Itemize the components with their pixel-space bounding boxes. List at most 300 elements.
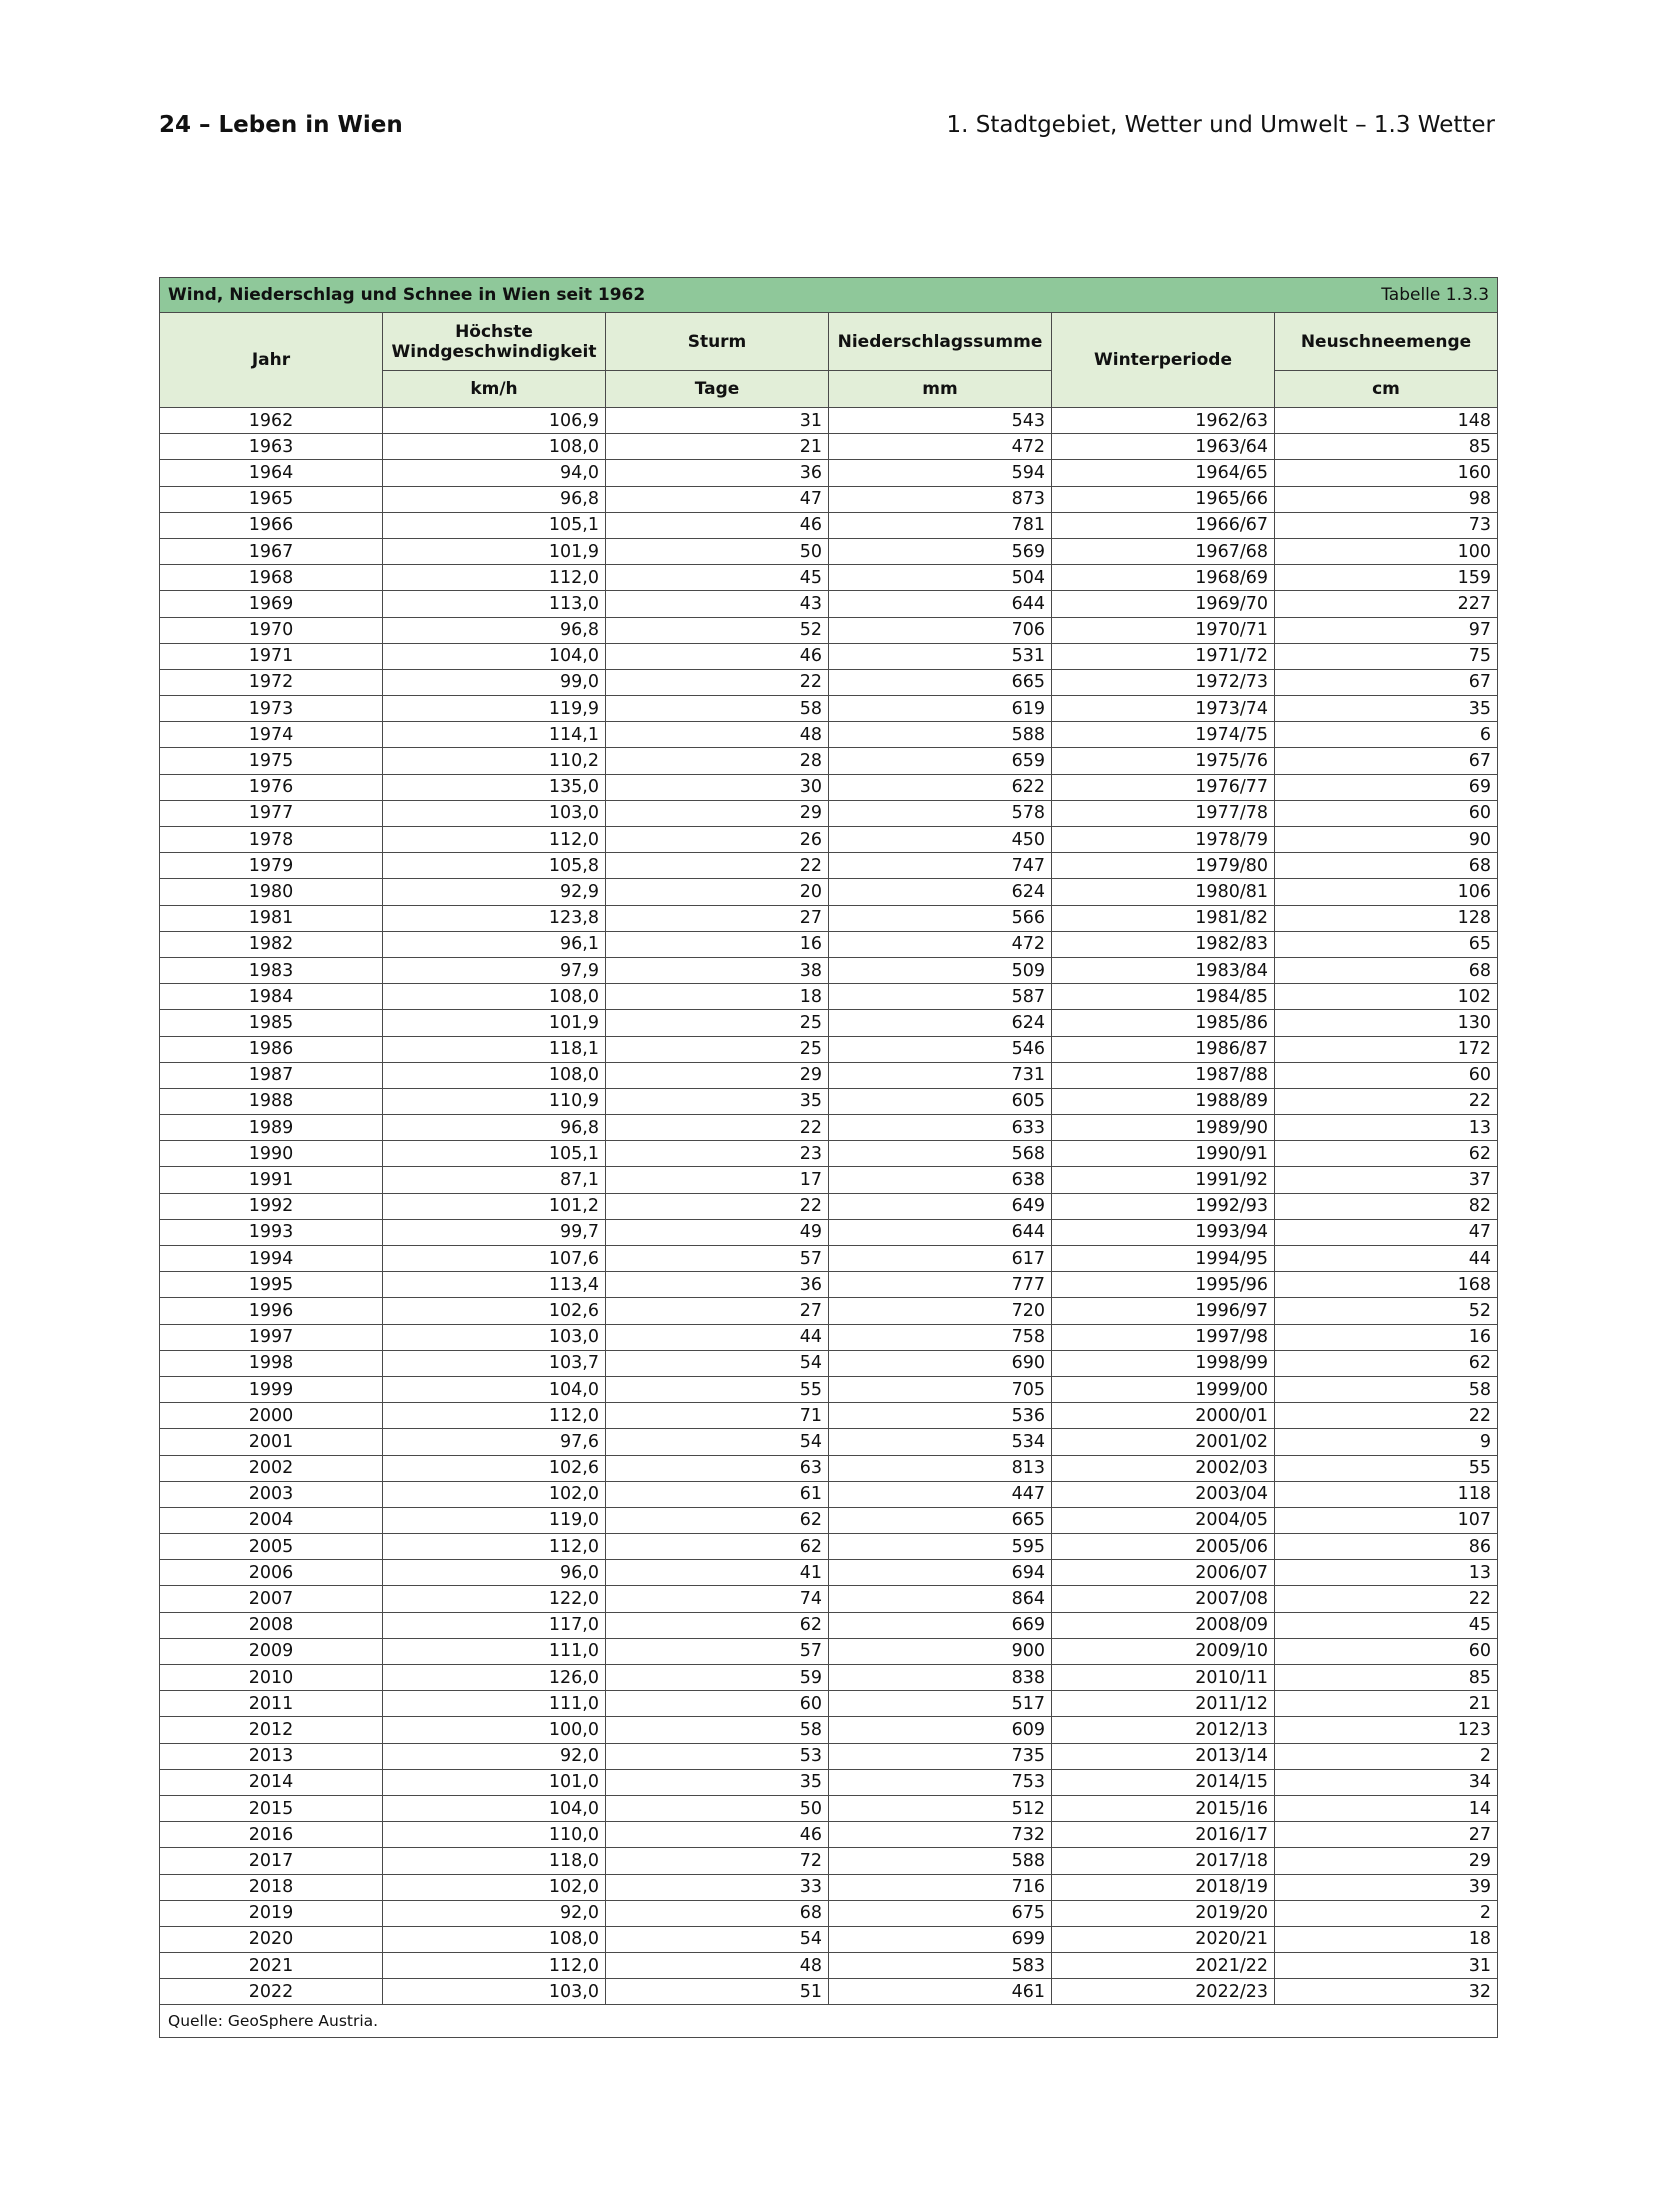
cell-neuschnee: 90	[1275, 827, 1498, 853]
cell-niederschlag: 720	[829, 1298, 1052, 1324]
cell-winterperiode: 1997/98	[1052, 1324, 1275, 1350]
cell-wind: 96,8	[383, 617, 606, 643]
cell-neuschnee: 55	[1275, 1455, 1498, 1481]
table-row	[160, 1612, 1498, 1638]
cell-niederschlag: 512	[829, 1795, 1052, 1821]
cell-niederschlag: 588	[829, 1848, 1052, 1874]
table-row	[160, 1900, 1498, 1926]
cell-neuschnee: 45	[1275, 1612, 1498, 1638]
table-row	[160, 1926, 1498, 1952]
cell-niederschlag: 777	[829, 1272, 1052, 1298]
table-row	[160, 1272, 1498, 1298]
table-row	[160, 617, 1498, 643]
cell-neuschnee: 60	[1275, 1638, 1498, 1664]
table-row	[160, 1429, 1498, 1455]
cell-niederschlag: 583	[829, 1953, 1052, 1979]
cell-niederschlag: 534	[829, 1429, 1052, 1455]
cell-neuschnee: 82	[1275, 1193, 1498, 1219]
cell-sturm: 25	[606, 1010, 829, 1036]
cell-sturm: 48	[606, 722, 829, 748]
cell-neuschnee: 22	[1275, 1403, 1498, 1429]
cell-winterperiode: 2013/14	[1052, 1743, 1275, 1769]
cell-sturm: 26	[606, 827, 829, 853]
cell-jahr: 2005	[160, 1534, 383, 1560]
cell-sturm: 46	[606, 512, 829, 538]
cell-jahr: 1974	[160, 722, 383, 748]
cell-wind: 97,9	[383, 957, 606, 983]
cell-wind: 96,8	[383, 1115, 606, 1141]
cell-winterperiode: 2002/03	[1052, 1455, 1275, 1481]
cell-neuschnee: 31	[1275, 1953, 1498, 1979]
cell-sturm: 74	[606, 1586, 829, 1612]
cell-niederschlag: 758	[829, 1324, 1052, 1350]
cell-neuschnee: 35	[1275, 696, 1498, 722]
cell-niederschlag: 578	[829, 800, 1052, 826]
cell-jahr: 2002	[160, 1455, 383, 1481]
table-row	[160, 1219, 1498, 1245]
cell-winterperiode: 1981/82	[1052, 905, 1275, 931]
cell-niederschlag: 504	[829, 565, 1052, 591]
cell-jahr: 1980	[160, 879, 383, 905]
cell-jahr: 1977	[160, 800, 383, 826]
cell-winterperiode: 1962/63	[1052, 408, 1275, 434]
cell-neuschnee: 37	[1275, 1167, 1498, 1193]
cell-winterperiode: 2001/02	[1052, 1429, 1275, 1455]
cell-jahr: 2003	[160, 1481, 383, 1507]
table-row	[160, 774, 1498, 800]
cell-wind: 97,6	[383, 1429, 606, 1455]
cell-jahr: 1964	[160, 460, 383, 486]
cell-neuschnee: 18	[1275, 1926, 1498, 1952]
table-row	[160, 1717, 1498, 1743]
cell-jahr: 2014	[160, 1769, 383, 1795]
col-header-niederschlag: Niederschlagssumme	[829, 313, 1052, 371]
cell-winterperiode: 1982/83	[1052, 931, 1275, 957]
cell-winterperiode: 1998/99	[1052, 1350, 1275, 1376]
cell-jahr: 1981	[160, 905, 383, 931]
cell-winterperiode: 1984/85	[1052, 984, 1275, 1010]
cell-wind: 107,6	[383, 1246, 606, 1272]
cell-wind: 99,7	[383, 1219, 606, 1245]
cell-winterperiode: 2020/21	[1052, 1926, 1275, 1952]
table-row	[160, 1822, 1498, 1848]
cell-sturm: 44	[606, 1324, 829, 1350]
cell-wind: 102,0	[383, 1481, 606, 1507]
cell-jahr: 1985	[160, 1010, 383, 1036]
cell-jahr: 1988	[160, 1088, 383, 1114]
cell-winterperiode: 1977/78	[1052, 800, 1275, 826]
unit-wind: km/h	[383, 371, 606, 408]
cell-niederschlag: 568	[829, 1141, 1052, 1167]
table-row	[160, 931, 1498, 957]
cell-wind: 118,0	[383, 1848, 606, 1874]
cell-winterperiode: 2005/06	[1052, 1534, 1275, 1560]
cell-winterperiode: 1972/73	[1052, 669, 1275, 695]
cell-niederschlag: 624	[829, 879, 1052, 905]
cell-sturm: 18	[606, 984, 829, 1010]
table-row	[160, 1743, 1498, 1769]
cell-wind: 119,0	[383, 1507, 606, 1533]
cell-niederschlag: 536	[829, 1403, 1052, 1429]
cell-neuschnee: 97	[1275, 617, 1498, 643]
cell-winterperiode: 1971/72	[1052, 643, 1275, 669]
cell-jahr: 2006	[160, 1560, 383, 1586]
cell-jahr: 1996	[160, 1298, 383, 1324]
cell-jahr: 1978	[160, 827, 383, 853]
cell-neuschnee: 14	[1275, 1795, 1498, 1821]
cell-neuschnee: 118	[1275, 1481, 1498, 1507]
cell-jahr: 2017	[160, 1848, 383, 1874]
cell-neuschnee: 75	[1275, 643, 1498, 669]
cell-niederschlag: 509	[829, 957, 1052, 983]
cell-jahr: 2004	[160, 1507, 383, 1533]
cell-sturm: 16	[606, 931, 829, 957]
cell-neuschnee: 130	[1275, 1010, 1498, 1036]
table-row	[160, 643, 1498, 669]
cell-winterperiode: 1979/80	[1052, 853, 1275, 879]
table-row	[160, 1769, 1498, 1795]
section-title: 1. Stadtgebiet, Wetter und Umwelt – 1.3 Wetter	[946, 112, 1495, 138]
cell-neuschnee: 67	[1275, 748, 1498, 774]
cell-jahr: 1993	[160, 1219, 383, 1245]
cell-winterperiode: 1973/74	[1052, 696, 1275, 722]
cell-jahr: 1965	[160, 486, 383, 512]
cell-neuschnee: 73	[1275, 512, 1498, 538]
table-row	[160, 1324, 1498, 1350]
cell-winterperiode: 1965/66	[1052, 486, 1275, 512]
cell-wind: 102,6	[383, 1298, 606, 1324]
cell-wind: 110,0	[383, 1822, 606, 1848]
cell-sturm: 30	[606, 774, 829, 800]
cell-winterperiode: 2018/19	[1052, 1874, 1275, 1900]
cell-wind: 101,9	[383, 1010, 606, 1036]
cell-winterperiode: 2007/08	[1052, 1586, 1275, 1612]
cell-wind: 123,8	[383, 905, 606, 931]
cell-niederschlag: 619	[829, 696, 1052, 722]
cell-niederschlag: 731	[829, 1062, 1052, 1088]
cell-niederschlag: 461	[829, 1979, 1052, 2005]
table-row	[160, 1010, 1498, 1036]
cell-neuschnee: 52	[1275, 1298, 1498, 1324]
cell-sturm: 33	[606, 1874, 829, 1900]
cell-sturm: 45	[606, 565, 829, 591]
cell-niederschlag: 690	[829, 1350, 1052, 1376]
table-row	[160, 1167, 1498, 1193]
cell-niederschlag: 753	[829, 1769, 1052, 1795]
cell-sturm: 58	[606, 1717, 829, 1743]
cell-neuschnee: 69	[1275, 774, 1498, 800]
cell-wind: 108,0	[383, 984, 606, 1010]
table-row	[160, 1665, 1498, 1691]
cell-jahr: 2020	[160, 1926, 383, 1952]
page-number-title: 24 – Leben in Wien	[159, 112, 403, 138]
unit-sturm: Tage	[606, 371, 829, 408]
cell-neuschnee: 2	[1275, 1743, 1498, 1769]
cell-neuschnee: 62	[1275, 1141, 1498, 1167]
source-note: Quelle: GeoSphere Austria.	[160, 2005, 1498, 2038]
cell-winterperiode: 2004/05	[1052, 1507, 1275, 1533]
table-row	[160, 1088, 1498, 1114]
cell-niederschlag: 622	[829, 774, 1052, 800]
cell-neuschnee: 68	[1275, 957, 1498, 983]
cell-niederschlag: 669	[829, 1612, 1052, 1638]
cell-wind: 111,0	[383, 1691, 606, 1717]
cell-niederschlag: 617	[829, 1246, 1052, 1272]
cell-wind: 105,8	[383, 853, 606, 879]
cell-neuschnee: 13	[1275, 1115, 1498, 1141]
cell-sturm: 68	[606, 1900, 829, 1926]
cell-sturm: 60	[606, 1691, 829, 1717]
cell-wind: 102,6	[383, 1455, 606, 1481]
cell-jahr: 1968	[160, 565, 383, 591]
cell-winterperiode: 1964/65	[1052, 460, 1275, 486]
cell-sturm: 20	[606, 879, 829, 905]
cell-niederschlag: 587	[829, 984, 1052, 1010]
cell-niederschlag: 531	[829, 643, 1052, 669]
cell-wind: 108,0	[383, 1062, 606, 1088]
cell-jahr: 1992	[160, 1193, 383, 1219]
table-row	[160, 1507, 1498, 1533]
cell-sturm: 27	[606, 905, 829, 931]
cell-sturm: 36	[606, 1272, 829, 1298]
cell-wind: 110,2	[383, 748, 606, 774]
cell-niederschlag: 665	[829, 669, 1052, 695]
cell-neuschnee: 39	[1275, 1874, 1498, 1900]
cell-neuschnee: 6	[1275, 722, 1498, 748]
cell-sturm: 27	[606, 1298, 829, 1324]
table-title-row	[160, 278, 1498, 313]
cell-jahr: 1984	[160, 984, 383, 1010]
table-row	[160, 1455, 1498, 1481]
cell-jahr: 2015	[160, 1795, 383, 1821]
cell-wind: 96,8	[383, 486, 606, 512]
cell-niederschlag: 864	[829, 1586, 1052, 1612]
cell-niederschlag: 705	[829, 1376, 1052, 1402]
cell-sturm: 41	[606, 1560, 829, 1586]
cell-wind: 105,1	[383, 512, 606, 538]
cell-sturm: 54	[606, 1926, 829, 1952]
cell-niederschlag: 649	[829, 1193, 1052, 1219]
table-row	[160, 1141, 1498, 1167]
cell-neuschnee: 44	[1275, 1246, 1498, 1272]
cell-niederschlag: 638	[829, 1167, 1052, 1193]
cell-niederschlag: 472	[829, 434, 1052, 460]
cell-wind: 122,0	[383, 1586, 606, 1612]
cell-jahr: 1973	[160, 696, 383, 722]
cell-sturm: 50	[606, 538, 829, 564]
cell-sturm: 61	[606, 1481, 829, 1507]
cell-wind: 104,0	[383, 1795, 606, 1821]
cell-niederschlag: 716	[829, 1874, 1052, 1900]
cell-wind: 96,0	[383, 1560, 606, 1586]
cell-niederschlag: 813	[829, 1455, 1052, 1481]
cell-wind: 114,1	[383, 722, 606, 748]
cell-wind: 105,1	[383, 1141, 606, 1167]
cell-wind: 92,9	[383, 879, 606, 905]
cell-winterperiode: 1974/75	[1052, 722, 1275, 748]
table-row	[160, 1691, 1498, 1717]
cell-winterperiode: 1968/69	[1052, 565, 1275, 591]
cell-niederschlag: 735	[829, 1743, 1052, 1769]
cell-wind: 103,0	[383, 1324, 606, 1350]
cell-wind: 112,0	[383, 1953, 606, 1979]
cell-jahr: 1976	[160, 774, 383, 800]
cell-jahr: 1972	[160, 669, 383, 695]
cell-neuschnee: 100	[1275, 538, 1498, 564]
cell-niederschlag: 543	[829, 408, 1052, 434]
cell-jahr: 1971	[160, 643, 383, 669]
cell-winterperiode: 1983/84	[1052, 957, 1275, 983]
cell-winterperiode: 2014/15	[1052, 1769, 1275, 1795]
cell-winterperiode: 1996/97	[1052, 1298, 1275, 1324]
cell-jahr: 1991	[160, 1167, 383, 1193]
cell-sturm: 17	[606, 1167, 829, 1193]
cell-winterperiode: 2016/17	[1052, 1822, 1275, 1848]
table-title: Wind, Niederschlag und Schnee in Wien seit 1962	[168, 285, 646, 305]
cell-winterperiode: 1975/76	[1052, 748, 1275, 774]
cell-sturm: 46	[606, 643, 829, 669]
cell-sturm: 36	[606, 460, 829, 486]
cell-neuschnee: 16	[1275, 1324, 1498, 1350]
table-row	[160, 1246, 1498, 1272]
cell-neuschnee: 47	[1275, 1219, 1498, 1245]
cell-jahr: 2010	[160, 1665, 383, 1691]
cell-neuschnee: 227	[1275, 591, 1498, 617]
cell-wind: 87,1	[383, 1167, 606, 1193]
cell-wind: 126,0	[383, 1665, 606, 1691]
cell-sturm: 57	[606, 1638, 829, 1664]
cell-sturm: 22	[606, 853, 829, 879]
cell-wind: 92,0	[383, 1743, 606, 1769]
cell-neuschnee: 128	[1275, 905, 1498, 931]
cell-niederschlag: 517	[829, 1691, 1052, 1717]
cell-neuschnee: 160	[1275, 460, 1498, 486]
cell-neuschnee: 86	[1275, 1534, 1498, 1560]
cell-jahr: 1995	[160, 1272, 383, 1298]
cell-jahr: 2021	[160, 1953, 383, 1979]
table-row	[160, 1795, 1498, 1821]
cell-jahr: 2008	[160, 1612, 383, 1638]
table-row	[160, 486, 1498, 512]
cell-jahr: 1975	[160, 748, 383, 774]
cell-sturm: 38	[606, 957, 829, 983]
cell-sturm: 46	[606, 1822, 829, 1848]
cell-niederschlag: 595	[829, 1534, 1052, 1560]
cell-winterperiode: 1989/90	[1052, 1115, 1275, 1141]
cell-niederschlag: 594	[829, 460, 1052, 486]
table-row	[160, 1534, 1498, 1560]
header-row	[160, 313, 1498, 371]
cell-niederschlag: 732	[829, 1822, 1052, 1848]
cell-neuschnee: 22	[1275, 1586, 1498, 1612]
col-header-sturm: Sturm	[606, 313, 829, 371]
cell-winterperiode: 2009/10	[1052, 1638, 1275, 1664]
cell-neuschnee: 9	[1275, 1429, 1498, 1455]
cell-wind: 112,0	[383, 1403, 606, 1429]
table-row	[160, 1953, 1498, 1979]
cell-winterperiode: 1967/68	[1052, 538, 1275, 564]
cell-neuschnee: 21	[1275, 1691, 1498, 1717]
page-header	[159, 112, 1495, 138]
cell-winterperiode: 1987/88	[1052, 1062, 1275, 1088]
cell-sturm: 54	[606, 1350, 829, 1376]
cell-niederschlag: 694	[829, 1560, 1052, 1586]
cell-sturm: 25	[606, 1036, 829, 1062]
cell-sturm: 47	[606, 486, 829, 512]
cell-niederschlag: 675	[829, 1900, 1052, 1926]
cell-niederschlag: 699	[829, 1926, 1052, 1952]
cell-sturm: 51	[606, 1979, 829, 2005]
cell-niederschlag: 450	[829, 827, 1052, 853]
table-row	[160, 1062, 1498, 1088]
cell-wind: 112,0	[383, 565, 606, 591]
cell-niederschlag: 659	[829, 748, 1052, 774]
cell-wind: 101,9	[383, 538, 606, 564]
cell-jahr: 2013	[160, 1743, 383, 1769]
cell-wind: 101,0	[383, 1769, 606, 1795]
cell-neuschnee: 32	[1275, 1979, 1498, 2005]
cell-sturm: 62	[606, 1534, 829, 1560]
cell-winterperiode: 2021/22	[1052, 1953, 1275, 1979]
cell-niederschlag: 900	[829, 1638, 1052, 1664]
cell-wind: 108,0	[383, 1926, 606, 1952]
table-row	[160, 669, 1498, 695]
cell-wind: 103,0	[383, 1979, 606, 2005]
cell-winterperiode: 1966/67	[1052, 512, 1275, 538]
cell-wind: 113,4	[383, 1272, 606, 1298]
cell-sturm: 59	[606, 1665, 829, 1691]
cell-neuschnee: 123	[1275, 1717, 1498, 1743]
cell-wind: 92,0	[383, 1900, 606, 1926]
cell-wind: 102,0	[383, 1874, 606, 1900]
table-row	[160, 800, 1498, 826]
col-header-jahr: Jahr	[160, 313, 383, 408]
cell-sturm: 35	[606, 1088, 829, 1114]
cell-jahr: 2007	[160, 1586, 383, 1612]
cell-neuschnee: 67	[1275, 669, 1498, 695]
cell-neuschnee: 172	[1275, 1036, 1498, 1062]
cell-neuschnee: 60	[1275, 1062, 1498, 1088]
cell-sturm: 52	[606, 617, 829, 643]
cell-winterperiode: 1988/89	[1052, 1088, 1275, 1114]
cell-wind: 112,0	[383, 827, 606, 853]
table-row	[160, 538, 1498, 564]
cell-sturm: 58	[606, 696, 829, 722]
cell-niederschlag: 588	[829, 722, 1052, 748]
cell-niederschlag: 706	[829, 617, 1052, 643]
cell-neuschnee: 148	[1275, 408, 1498, 434]
cell-jahr: 2011	[160, 1691, 383, 1717]
cell-winterperiode: 1990/91	[1052, 1141, 1275, 1167]
cell-winterperiode: 1991/92	[1052, 1167, 1275, 1193]
cell-sturm: 22	[606, 1193, 829, 1219]
cell-jahr: 2001	[160, 1429, 383, 1455]
cell-jahr: 1986	[160, 1036, 383, 1062]
cell-niederschlag: 566	[829, 905, 1052, 931]
cell-sturm: 54	[606, 1429, 829, 1455]
cell-wind: 135,0	[383, 774, 606, 800]
cell-sturm: 50	[606, 1795, 829, 1821]
cell-sturm: 31	[606, 408, 829, 434]
unit-neuschnee: cm	[1275, 371, 1498, 408]
cell-neuschnee: 85	[1275, 434, 1498, 460]
cell-niederschlag: 873	[829, 486, 1052, 512]
cell-wind: 104,0	[383, 643, 606, 669]
cell-wind: 104,0	[383, 1376, 606, 1402]
cell-winterperiode: 1985/86	[1052, 1010, 1275, 1036]
cell-neuschnee: 107	[1275, 1507, 1498, 1533]
cell-sturm: 43	[606, 591, 829, 617]
